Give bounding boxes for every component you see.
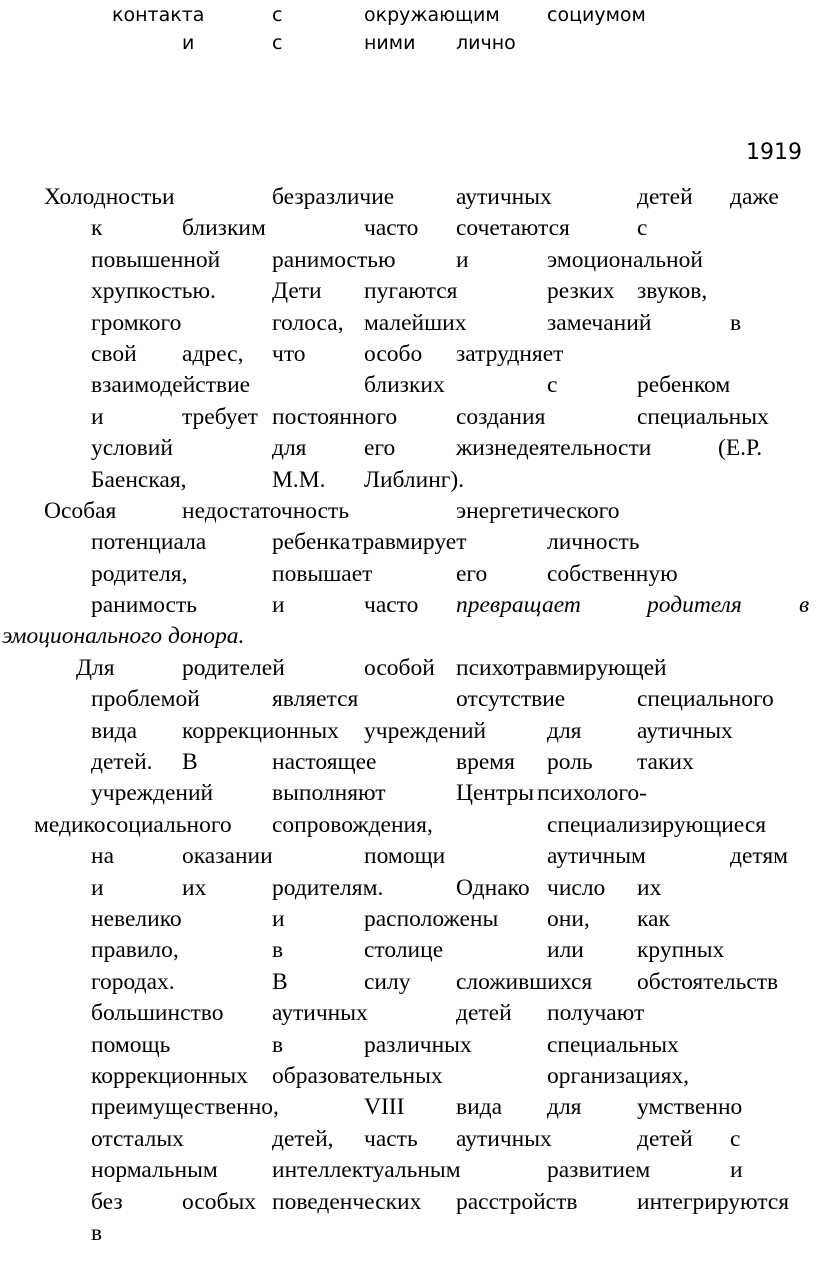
word: помощь: [91, 1031, 171, 1058]
word: родителям.: [272, 874, 384, 901]
word: Особая: [44, 497, 117, 524]
word-italic: эмоционального донора.: [2, 623, 245, 650]
word: его: [456, 560, 488, 587]
word: взаимодействие: [91, 372, 251, 399]
word: резких: [547, 278, 615, 305]
header-line-2: [0, 32, 816, 62]
word: правило,: [91, 937, 179, 964]
word: Для: [76, 654, 115, 681]
word: или: [547, 937, 584, 964]
word: ребенком: [637, 372, 731, 399]
word: затрудняет: [456, 340, 564, 367]
text-line: [0, 498, 816, 529]
text-line: [0, 215, 816, 246]
word: с: [730, 1125, 741, 1152]
word: Однако: [456, 874, 530, 901]
word: различных: [364, 1031, 472, 1058]
word: близких: [364, 372, 445, 399]
word: силу: [364, 968, 411, 995]
word-italic: родителя: [647, 592, 742, 619]
word: безразличие: [272, 184, 395, 210]
text-line: [0, 937, 816, 968]
text-line: [0, 1220, 816, 1251]
text-line: [0, 1126, 816, 1157]
header-line-1: [0, 4, 816, 34]
header-word: ними: [364, 32, 416, 54]
word: оказании: [182, 843, 273, 870]
word: Дети: [272, 278, 322, 305]
word: особо: [364, 340, 423, 367]
word: (Е.Р.: [718, 435, 763, 462]
word: и: [730, 1157, 743, 1184]
word: собственную: [547, 560, 678, 587]
word: что: [272, 340, 306, 367]
word: замечаний: [547, 309, 652, 336]
header-word: с: [272, 4, 283, 26]
word: ранимость: [91, 592, 197, 619]
text-line: [0, 278, 816, 309]
word: большинство: [91, 1000, 224, 1027]
word: В: [272, 968, 288, 995]
word: нормальным: [91, 1157, 218, 1184]
word: условий: [91, 435, 173, 462]
text-line: [0, 718, 816, 749]
word-italic: превращает: [456, 592, 581, 619]
word: сочетаются: [456, 215, 570, 242]
word: Либлинг).: [364, 466, 465, 493]
text-line: [0, 1157, 816, 1188]
word: помощи: [364, 843, 446, 870]
text-line: [0, 1000, 816, 1031]
text-line: [0, 529, 816, 560]
word: травмирует: [352, 529, 467, 556]
word: малейших: [364, 309, 467, 336]
text-line: [0, 561, 816, 592]
word: ранимостью: [272, 246, 396, 273]
word: детей,: [272, 1125, 334, 1152]
word: свой: [91, 340, 137, 367]
word: Центры: [456, 780, 535, 807]
page-number: 1919: [746, 140, 802, 165]
word: энергетического: [456, 497, 620, 524]
word: таких: [637, 749, 694, 776]
word: адрес,: [182, 340, 244, 367]
word: невелико: [91, 905, 182, 932]
word: к: [91, 215, 103, 242]
word: их: [182, 874, 207, 901]
word: М.М.: [272, 466, 326, 493]
word: учреждений: [91, 780, 214, 807]
word: образовательных: [272, 1062, 443, 1089]
word: часто: [364, 592, 419, 619]
word: и: [272, 592, 285, 619]
word: интеллектуальным: [272, 1157, 461, 1184]
text-line: [0, 1094, 816, 1125]
text-line: [0, 812, 816, 843]
word: расстройств: [456, 1188, 578, 1215]
word: для: [272, 435, 307, 462]
word: и: [272, 905, 285, 932]
text-line: [0, 1063, 816, 1094]
word: коррекционных: [182, 717, 339, 744]
word: коррекционных: [91, 1062, 248, 1089]
word: звуков,: [637, 278, 708, 305]
word: Холодностьи: [44, 184, 175, 210]
word: в: [91, 1219, 103, 1246]
text-line: [0, 184, 816, 215]
word: число: [547, 874, 606, 901]
word: в: [272, 937, 284, 964]
word: для: [547, 717, 582, 744]
word: в: [730, 309, 742, 336]
word: в: [272, 1031, 284, 1058]
text-line: [0, 969, 816, 1000]
word: поведенческих: [272, 1188, 422, 1215]
text-line: [0, 749, 816, 780]
word: выполняют: [272, 780, 386, 807]
word: специальных: [547, 1031, 679, 1058]
word: психолого-: [537, 780, 647, 807]
word: и: [91, 403, 104, 430]
word: развитием: [547, 1157, 651, 1184]
word: хрупкостью.: [91, 278, 216, 305]
word: с: [637, 215, 648, 242]
word: детей: [637, 184, 693, 210]
word: недостаточность: [182, 497, 350, 524]
word: жизнедеятельности: [456, 435, 652, 462]
word: отсутствие: [456, 686, 566, 713]
text-line: [0, 341, 816, 372]
word: близким: [182, 215, 266, 242]
word: аутичных: [272, 1000, 368, 1027]
word: постоянного: [272, 403, 398, 430]
word: создания: [456, 403, 546, 430]
word: эмоциональной: [547, 246, 703, 273]
word: психотравмирующей: [456, 654, 667, 681]
text-line: [0, 780, 816, 811]
word: медикосоциального: [34, 811, 232, 838]
word: они,: [547, 905, 590, 932]
word: специальных: [637, 403, 769, 430]
word: проблемой: [91, 686, 200, 713]
text-line: [0, 875, 816, 906]
word: детей: [637, 1125, 693, 1152]
word: родителей: [182, 654, 285, 681]
word: и: [91, 874, 104, 901]
word: часть: [364, 1125, 418, 1152]
text-line: [0, 655, 816, 686]
word: особых: [182, 1188, 257, 1215]
word: их: [637, 874, 662, 901]
text-line: [0, 623, 816, 654]
word: детей.: [91, 749, 153, 776]
word: крупных: [637, 937, 725, 964]
header-word: социумом: [547, 4, 646, 26]
word: настоящее: [272, 749, 377, 776]
word: особой: [364, 654, 435, 681]
word: требует: [182, 403, 258, 430]
header-word: с: [272, 32, 283, 54]
word: VIII: [364, 1094, 405, 1121]
word: и: [456, 246, 469, 273]
word: детям: [730, 843, 789, 870]
word: ребенка: [272, 529, 351, 556]
word: личность: [547, 529, 640, 556]
word: умственно: [637, 1094, 743, 1121]
word: специализирующиеся: [547, 811, 767, 838]
word: как: [637, 905, 670, 932]
word: расположены: [364, 905, 499, 932]
word: аутичных: [456, 184, 552, 210]
word: Баенская,: [91, 466, 187, 493]
word: без: [91, 1188, 123, 1215]
word: столице: [364, 937, 444, 964]
text-line: [0, 1189, 816, 1220]
word: получают: [547, 1000, 645, 1027]
word: на: [91, 843, 115, 870]
word: обстоятельств: [637, 968, 779, 995]
text-line: [0, 906, 816, 937]
body-text: [0, 184, 816, 1251]
word: пугаются: [364, 278, 458, 305]
word: организациях,: [547, 1062, 690, 1089]
word: интегрируются: [637, 1188, 790, 1215]
header-word: контакта: [112, 4, 205, 26]
word: его: [364, 435, 396, 462]
text-line: [0, 467, 816, 498]
text-line: [0, 686, 816, 717]
word: время: [456, 749, 515, 776]
word: В: [182, 749, 198, 776]
word: голоса,: [272, 309, 344, 336]
text-line: [0, 372, 816, 403]
word: учреждений: [364, 717, 487, 744]
word: преимущественно,: [91, 1094, 279, 1121]
header-word: лично: [456, 32, 516, 54]
word: вида: [456, 1094, 503, 1121]
text-line: [0, 404, 816, 435]
word: сложившихся: [456, 968, 593, 995]
text-line: [0, 843, 816, 874]
word: аутичных: [456, 1125, 552, 1152]
word: потенциала: [91, 529, 207, 556]
word: повышенной: [91, 246, 221, 273]
text-line: [0, 1032, 816, 1063]
word: роль: [547, 749, 593, 776]
word: детей: [456, 1000, 512, 1027]
word: аутичным: [547, 843, 646, 870]
word-italic: в: [799, 592, 810, 619]
text-line: [0, 592, 816, 623]
word: часто: [364, 215, 419, 242]
text-line: [0, 247, 816, 278]
word: специального: [637, 686, 774, 713]
word: городах.: [91, 968, 175, 995]
header-word: окружающим: [364, 4, 500, 26]
word: громкого: [91, 309, 182, 336]
word: является: [272, 686, 359, 713]
word: сопровождения,: [272, 811, 433, 838]
word: отсталых: [91, 1125, 184, 1152]
word: вида: [91, 717, 138, 744]
word: для: [547, 1094, 582, 1121]
word: родителя,: [91, 560, 188, 587]
text-line: [0, 310, 816, 341]
word: даже: [730, 184, 779, 210]
text-line: [0, 435, 816, 466]
word: аутичных: [637, 717, 733, 744]
header-word: и: [182, 32, 195, 54]
word: с: [547, 372, 558, 399]
word: повышает: [272, 560, 373, 587]
